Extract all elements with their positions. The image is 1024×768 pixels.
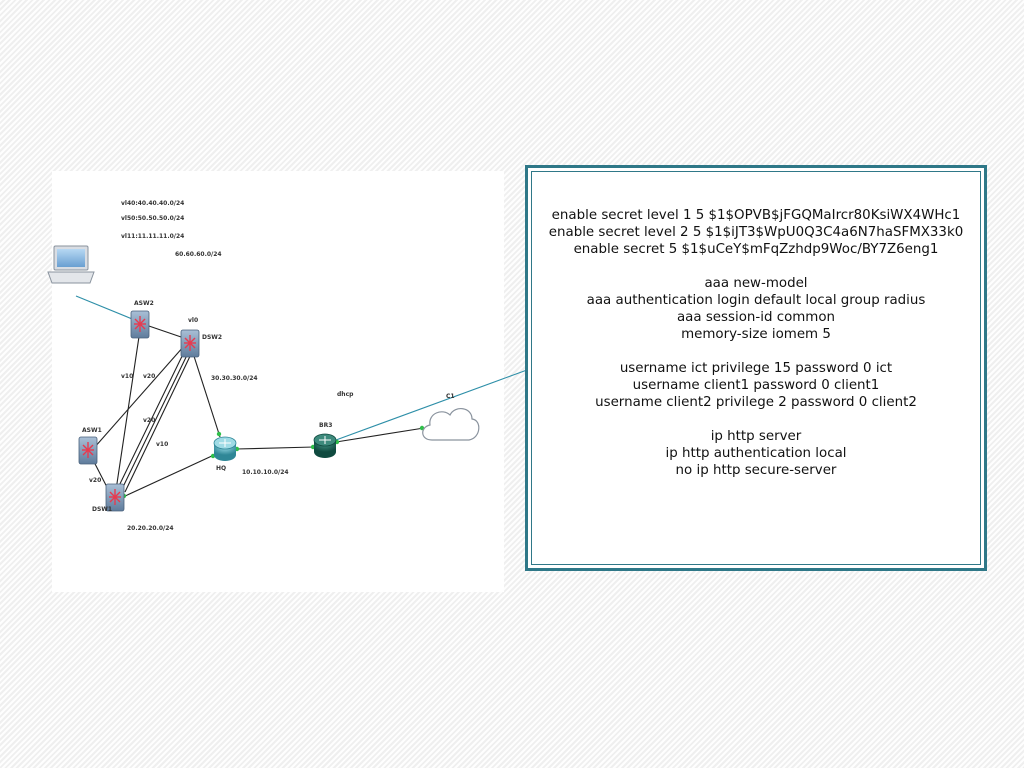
router-hq-icon[interactable] (214, 437, 236, 461)
label-net30: 30.30.30.0/24 (211, 375, 258, 382)
switch-asw1-icon[interactable] (79, 437, 97, 464)
config-line: enable secret level 2 5 $1$iJT3$WpU0Q3C4a6N7haSFMX33k0 (548, 225, 964, 240)
config-line: aaa authentication login default local group radius (586, 293, 926, 308)
label-net10: 10.10.10.0/24 (242, 469, 289, 476)
label-cloud: C1 (446, 393, 455, 400)
laptop-icon[interactable] (48, 246, 94, 283)
label-link-dhcp: dhcp (337, 391, 354, 398)
config-line: username client2 privilege 2 password 0 client2 (595, 395, 917, 410)
config-line (528, 258, 984, 275)
label-asw1: ASW1 (82, 427, 102, 434)
config-line: ip http authentication local (665, 446, 847, 461)
switch-dsw2-icon[interactable] (181, 330, 199, 357)
config-line: username ict privilege 15 password 0 ict (619, 361, 893, 376)
label-dsw1: DSW1 (92, 506, 113, 513)
config-line: memory-size iomem 5 (681, 327, 831, 342)
config-panel (525, 165, 987, 571)
label-link-v10-mid: v10 (156, 441, 169, 448)
config-line: aaa new-model (704, 276, 808, 291)
label-link-v10-top: vl0 (188, 317, 199, 324)
label-link-v10-left: v10 (121, 373, 134, 380)
config-line (528, 411, 984, 428)
label-vlan50: vl50:50.50.50.0/24 (121, 215, 185, 222)
label-vlan11: vl11:11.11.11.0/24 (121, 233, 185, 240)
label-br3: BR3 (319, 422, 333, 429)
config-line: no ip http secure-server (675, 463, 837, 478)
label-hq: HQ (216, 465, 227, 472)
config-line: enable secret level 1 5 $1$OPVB$jFGQMaIrcr80KsiWX4WHc1 (551, 208, 961, 223)
label-link-v20-mid: v20 (143, 417, 156, 424)
topology-canvas (52, 171, 504, 592)
router-br3-icon[interactable] (314, 434, 336, 458)
label-link-v20-bottom: v20 (89, 477, 102, 484)
label-net60: 60.60.60.0/24 (175, 251, 222, 258)
label-link-v20-left: v20 (143, 373, 156, 380)
config-line: aaa session-id common (676, 310, 836, 325)
config-line: ip http server (710, 429, 802, 444)
label-net20: 20.20.20.0/24 (127, 525, 174, 532)
config-line: username client1 password 0 client1 (632, 378, 880, 393)
config-text (528, 207, 984, 479)
label-asw2: ASW2 (134, 300, 154, 307)
switch-asw2-icon[interactable] (131, 311, 149, 338)
label-dsw2: DSW2 (202, 334, 223, 341)
label-vlan40: vl40:40.40.40.0/24 (121, 200, 185, 207)
config-line: enable secret 5 $1$uCeY$mFqZzhdp9Woc/BY7Z6eng1 (573, 242, 939, 257)
config-line (528, 343, 984, 360)
